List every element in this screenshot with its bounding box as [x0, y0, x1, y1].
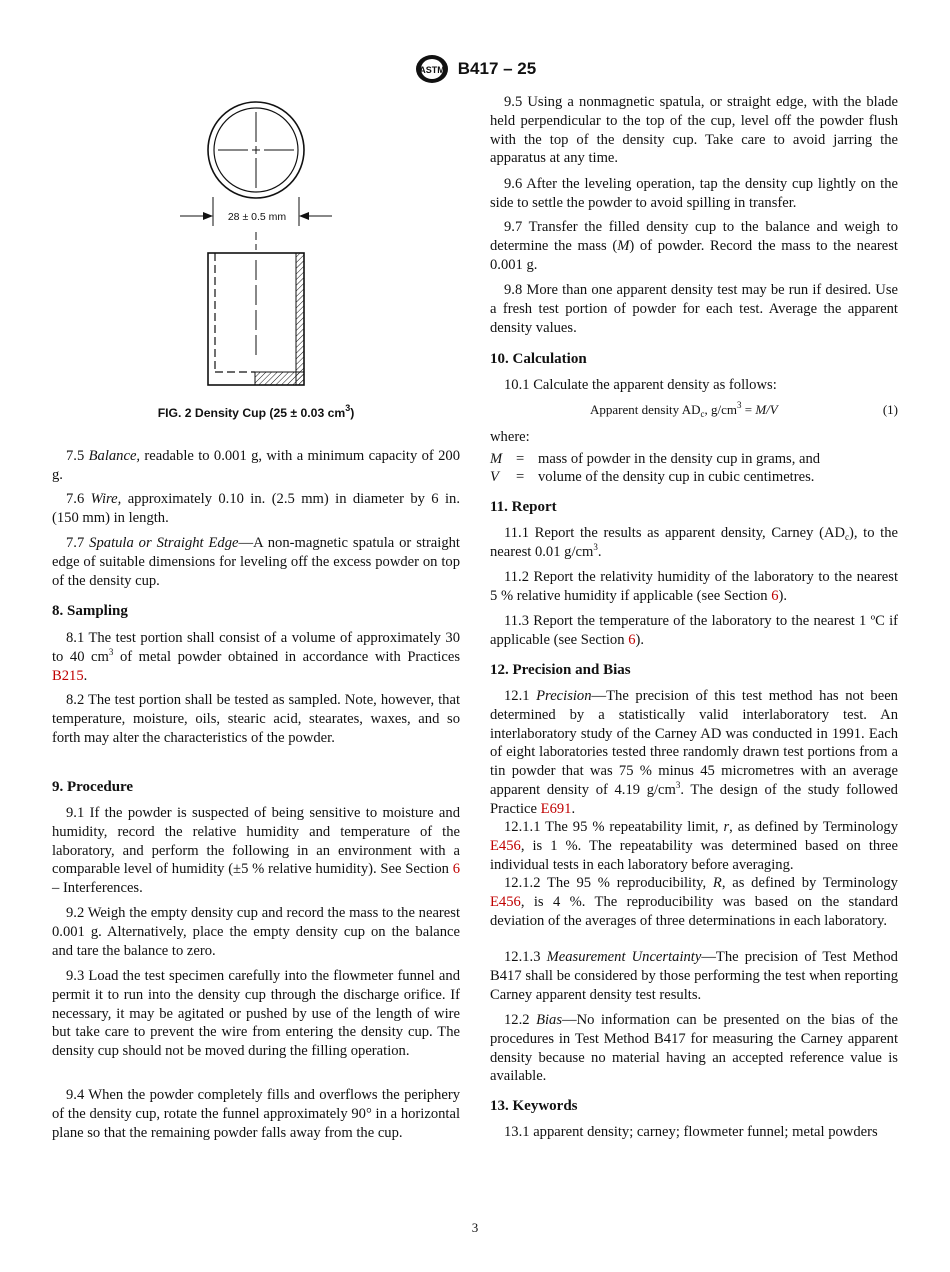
para-12-1: 12.1 Precision—The precision of this test method has not been determined by a statistically valid interlaboratory test. An interlaboratory study of the Carney AD was conducted in 1991. Each of eight laboratories tested three randomly drawn test portions from a tin powder that was 75 % minus 45 micrometres with an average apparent density of 4.19 $g/cm^3$. The design of the study followed Practice E691.: [490, 688, 898, 817]
para-9-8: 9.8 More than one apparent density test may be run if desired. Use a fresh test portion of powder for each test. Average the apparent density values.: [490, 282, 898, 336]
para-9-4: 9.4 When the powder completely fills and overflows the periphery of the density cup, rotate the funnel approximately 90° in a horizontal plane so that the remaining powder falls away from the cup.: [52, 1087, 460, 1141]
para-12-2: 12.2 Bias—No information can be presented on the bias of the procedures in Test Method B417 for measuring the Carney apparent density because no material having an accepted reference value is available.: [490, 1012, 898, 1085]
link-e456[interactable]: E456: [490, 893, 521, 910]
astm-logo-text: ASTM: [419, 65, 445, 75]
document-id: B417 – 25: [457, 59, 537, 78]
para-9-7: 9.7 Transfer the filled density cup to the balance and weigh to determine the mass (M) of powder. Record the mass to the nearest 0.001 g.: [490, 219, 898, 273]
equation-expression: Apparent density $AD_c$, $g/cm^3 = M/V$: [590, 400, 778, 419]
page-header: [0, 52, 950, 86]
dimension-label: 28 ± 0.5 mm: [227, 211, 287, 223]
para-12-1-3: 12.1.3 Measurement Uncertainty—The precision of Test Method B417 shall be considered by those performing the test when reporting Carney apparent density test results.: [490, 949, 898, 1003]
link-section-6[interactable]: 6: [771, 587, 779, 604]
para-7-7: 7.7 Spatula or Straight Edge—A non-magnetic spatula or straight edge of suitable dimensions for leveling off the excess powder on top of the density cup.: [52, 535, 460, 589]
para-10-1: 10.1 Calculate the apparent density as follows:: [504, 377, 777, 393]
para-9-2: 9.2 Weigh the empty density cup and record the mass to the nearest 0.001 g. Alternatively, place the empty density cup on the balance and tare the balance to zero.: [52, 905, 460, 959]
heading-procedure: 9. Procedure: [52, 779, 134, 795]
para-11-3: 11.3 Report the temperature of the laboratory to the nearest 1 ºC if applicable (see Section 6).: [490, 613, 898, 648]
para-11-2: 11.2 Report the relativity humidity of the laboratory to the nearest 5 % relative humidity if applicable (see Section 6).: [490, 569, 898, 604]
page-number: 3: [471, 1220, 479, 1235]
astm-logo-icon: [414, 54, 450, 84]
heading-report: 11. Report: [490, 499, 557, 515]
para-9-5: 9.5 Using a nonmagnetic spatula, or straight edge, with the blade held perpendicular to the top of the cup, level off the powder flush with the top of the density cup. Take care to avoid jarring the apparatus at any time.: [490, 94, 898, 167]
link-e691[interactable]: E691: [540, 800, 572, 817]
para-8-1: 8.1 The test portion shall consist of a volume of approximately 30 to 40 $cm^3$ of metal powder obtained in accordance with Practices B215.: [52, 630, 460, 684]
link-section-6[interactable]: 6: [628, 631, 636, 648]
cup-base-hatch: [255, 372, 304, 385]
heading-precision-bias: 12. Precision and Bias: [490, 662, 631, 678]
para-9-3: 9.3 Load the test specimen carefully into the flowmeter funnel and permit it to run into the density cup through the discharge orifice. If necessary, it may be agitated or pushed by use of the length of wire but take care to prevent the wire from entering the density cup. The density cup should not be moved during the filling operation.: [52, 968, 460, 1060]
heading-sampling: 8. Sampling: [52, 603, 128, 619]
link-section-6[interactable]: 6: [452, 861, 460, 878]
para-8-2: 8.2 The test portion shall be tested as sampled. Note, however, that temperature, moisture, oils, stearic acid, stearates, waxes, and so forth may alter the characteristics of the powder.: [52, 692, 460, 746]
figure-caption: FIG. 2 Density Cup (25 ± 0.03 $cm^3$): [157, 403, 355, 420]
heading-keywords: 13. Keywords: [490, 1098, 578, 1114]
link-e456[interactable]: E456: [490, 837, 521, 854]
equation-number: (1): [882, 402, 898, 417]
para-9-1: 9.1 If the powder is suspected of being sensitive to moisture and humidity, record the relative humidity and temperature of the laboratory, and perform the following in an environment with a comparable level of humidity (±5 % relative humidity). See Section 6 – Interferences.: [52, 805, 460, 897]
para-7-6: 7.6 Wire, approximately 0.10 in. (2.5 mm) in diameter by 6 in. (150 mm) in length.: [52, 491, 460, 526]
definition-v: V = volume of the density cup in cubic centimetres.: [490, 469, 815, 485]
definition-m: M = mass of powder in the density cup in grams, and: [490, 451, 821, 467]
para-13-1: 13.1 apparent density; carney; flowmeter funnel; metal powders: [504, 1124, 878, 1140]
para-12-1-1: 12.1.1 The 95 % repeatability limit, r, as defined by Terminology E456, is 1 %. The repeatability was determined based on three individual tests in each laboratory before averaging.: [490, 819, 898, 873]
link-b215[interactable]: B215: [52, 667, 84, 684]
para-9-6: 9.6 After the leveling operation, tap the density cup lightly on the side to settle the powder to avoid spilling in transfer.: [490, 176, 898, 211]
cup-side-wall-hatch: [296, 253, 304, 385]
para-7-5: 7.5 Balance, readable to 0.001 g, with a minimum capacity of 200 g.: [52, 448, 460, 483]
where-label: where:: [490, 429, 530, 445]
density-cup-figure: [170, 100, 350, 395]
heading-calculation: 10. Calculation: [490, 351, 587, 367]
para-11-1: 11.1 Report the results as apparent density, Carney $(AD_c)$, to the nearest 0.01 $g/cm^3$.: [490, 525, 898, 560]
para-12-1-2: 12.1.2 The 95 % reproducibility, R, as defined by Terminology E456, is 4 %. The reproducibility was based on the standard deviation of the averages of three determinations in each laboratory.: [490, 875, 898, 929]
